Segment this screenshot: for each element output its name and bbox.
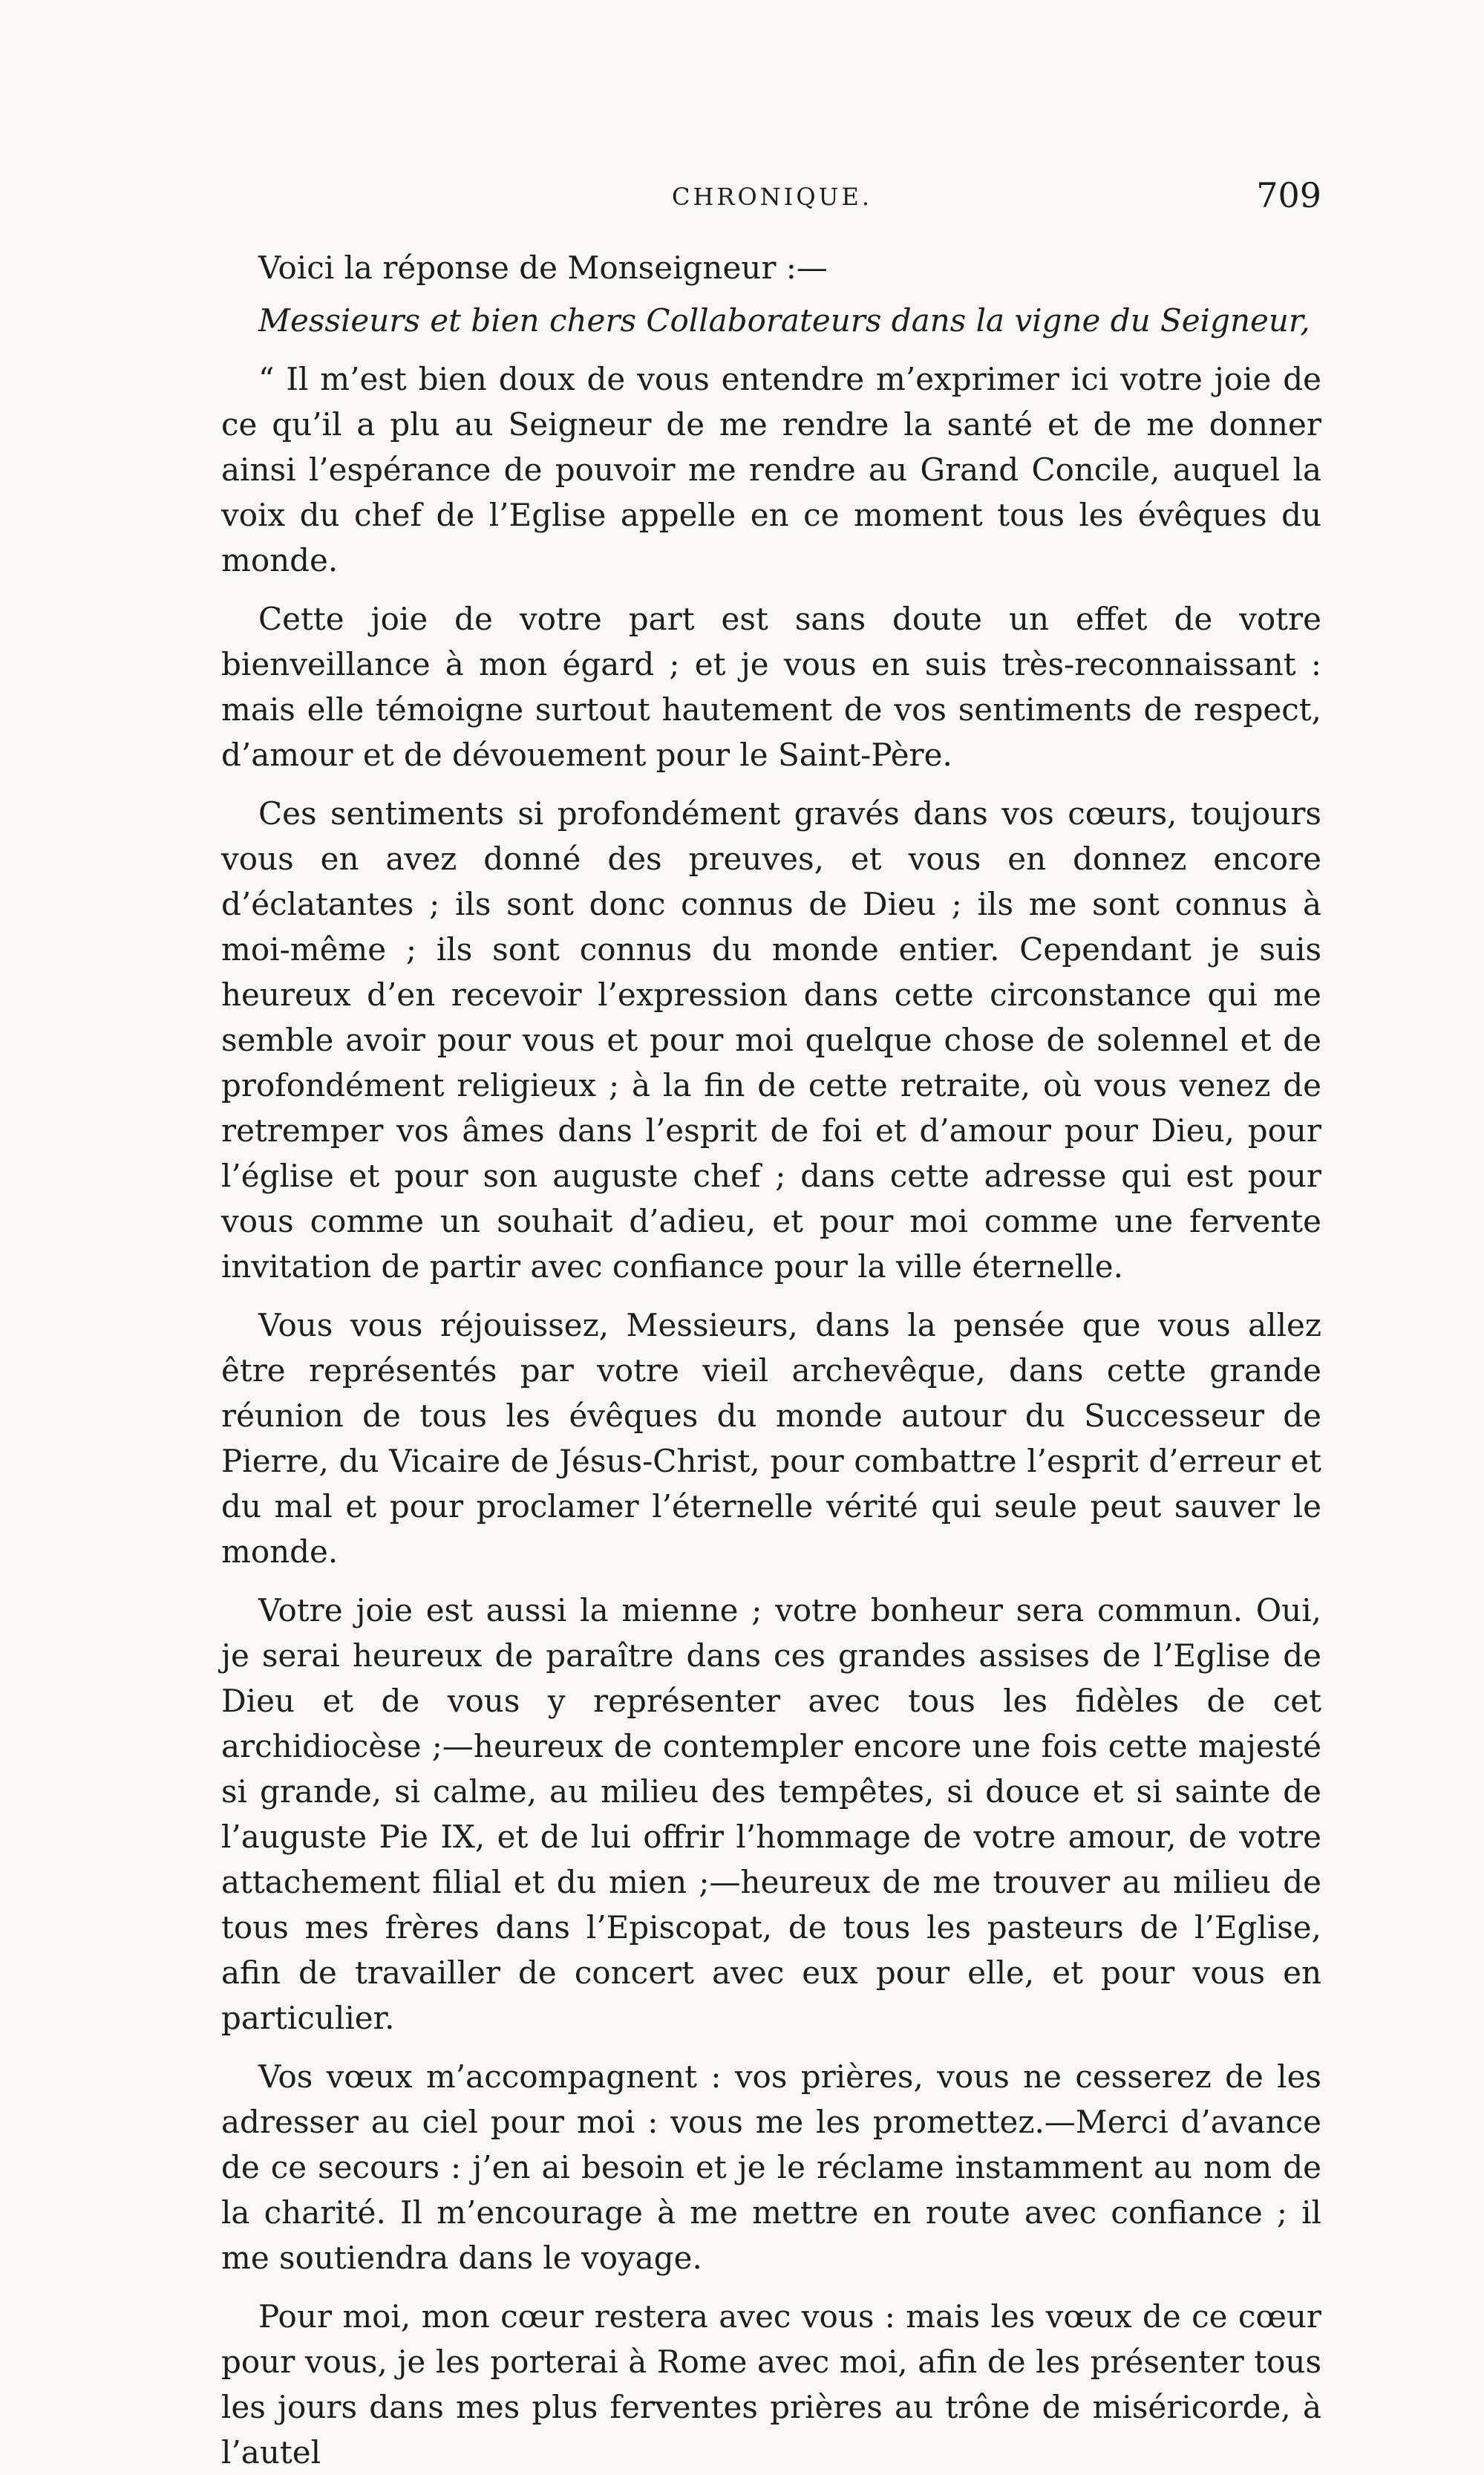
paragraph-6: Vos vœux m’accompagnent : vos prières, vous ne cesserez de les adresser au ciel pour moi : vous me les promettez.—Merci d’avance de ce secours : j’en ai besoin et je le réclame instamment au nom de la charité. Il m’encourage à me mettre en route avec confiance ; il me soutiendra dans le voyage.	[221, 2058, 1321, 2276]
paragraph-1: “ Il m’est bien doux de vous entendre m’exprimer ici votre joie de ce qu’il a plu au Seigneur de me rendre la santé et de me donner ainsi l’espérance de pouvoir me rendre au Grand Concile, auquel la voix du chef de l’Eglise appelle en ce moment tous les évêques du monde.	[221, 361, 1321, 578]
page-number: 709	[1256, 175, 1321, 215]
running-title: CHRONIQUE.	[671, 183, 873, 211]
running-head	[223, 175, 1321, 220]
paragraph-7: Pour moi, mon cœur restera avec vous : mais les vœux de ce cœur pour vous, je les porterai à Rome avec moi, afin de les présenter tous les jours dans mes plus ferventes prières au trône de miséricorde, à l’autel	[221, 2298, 1321, 2471]
intro-line: Voici la réponse de Monseigneur :—	[258, 250, 828, 286]
salutation: Messieurs et bien chers Collaborateurs dans la vigne du Seigneur,	[258, 302, 1310, 339]
paragraph-4: Vous vous réjouissez, Messieurs, dans la pensée que vous allez être représentés par votre vieil archevêque, dans cette grande réunion de tous les évêques du monde autour du Successeur de Pierre, du Vicaire de Jésus-Christ, pour combattre l’esprit d’erreur et du mal et pour proclamer l’éternelle vérité qui seule peut sauver le monde.	[221, 1307, 1321, 1570]
paragraph-2: Cette joie de votre part est sans doute un effet de votre bienveillance à mon égard ; et je vous en suis très-reconnaissant : mais elle témoigne surtout hautement de vos sentiments de respect, d’amour et de dévouement pour le Saint-Père.	[221, 601, 1321, 773]
body-text	[221, 245, 1321, 2475]
paragraph-5: Votre joie est aussi la mienne ; votre bonheur sera commun. Oui, je serai heureux de paraître dans ces grandes assises de l’Eglise de Dieu et de vous y représenter avec tous les fidèles de cet archidiocèse ;—heureux de contempler encore une fois cette majesté si grande, si calme, au milieu des tempêtes, si douce et si sainte de l’auguste Pie IX, et de lui offrir l’hommage de votre amour, de votre attachement filial et du mien ;—heureux de me trouver au milieu de tous mes frères dans l’Episcopat, de tous les pasteurs de l’Eglise, afin de travailler de concert avec eux pour elle, et pour vous en particulier.	[221, 1592, 1321, 2036]
paragraph-3: Ces sentiments si profondément gravés dans vos cœurs, toujours vous en avez donné des preuves, et vous en donnez encore d’éclatantes ; ils sont donc connus de Dieu ; ils me sont connus à moi-même ; ils sont connus du monde entier. Cependant je suis heureux d’en recevoir l’expression dans cette circonstance qui me semble avoir pour vous et pour moi quelque chose de solennel et de profondément religieux ; à la fin de cette retraite, où vous venez de retremper vos âmes dans l’esprit de foi et d’amour pour Dieu, pour l’église et pour son auguste chef ; dans cette adresse qui est pour vous comme un souhait d’adieu, et pour moi comme une fervente invitation de partir avec confiance pour la ville éternelle.	[221, 795, 1321, 1285]
